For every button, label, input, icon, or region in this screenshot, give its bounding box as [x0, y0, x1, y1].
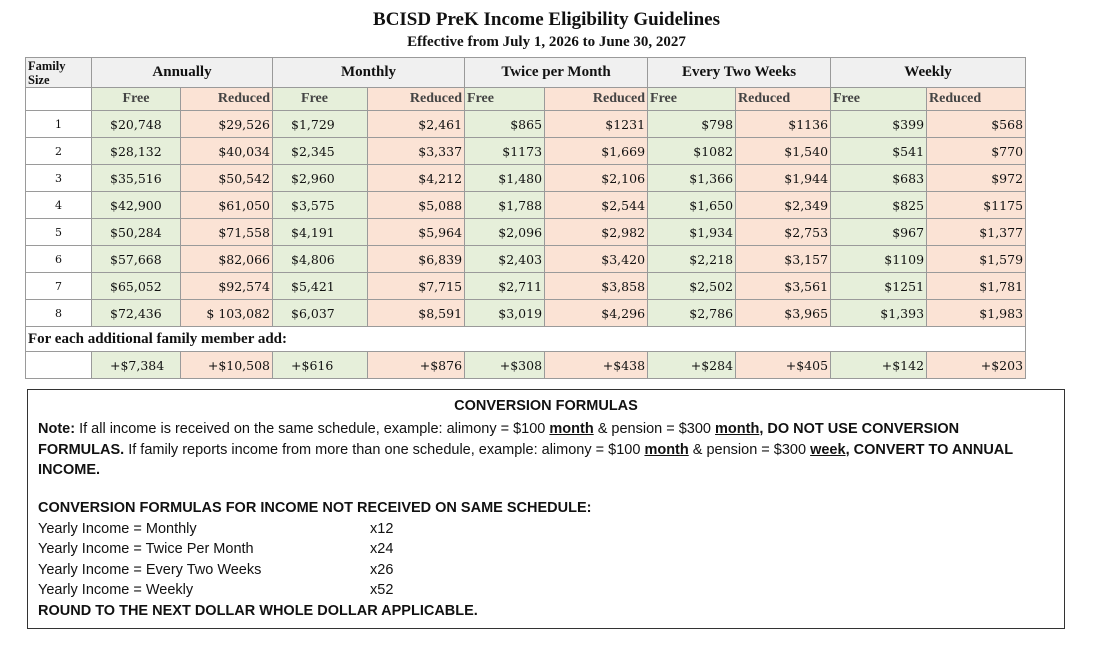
- table-row: [26, 246, 1026, 273]
- free-value-cell: $2,345: [273, 138, 368, 165]
- formula-row: [38, 541, 394, 561]
- family-size-cell: 3: [26, 165, 92, 192]
- eligibility-table: [25, 57, 1026, 379]
- reduced-value-cell: $1,377: [927, 219, 1026, 246]
- free-value-cell: $2,711: [465, 273, 545, 300]
- reduced-value-cell: $50,542: [181, 165, 273, 192]
- additional-value-cell: +$7,384: [92, 352, 181, 379]
- free-value-cell: $399: [831, 111, 927, 138]
- reduced-value-cell: $29,526: [181, 111, 273, 138]
- group-header: Annually: [92, 58, 273, 88]
- free-value-cell: $1173: [465, 138, 545, 165]
- formula-multiplier: x24: [370, 541, 394, 557]
- formula-multiplier: x26: [370, 562, 394, 578]
- page-subtitle: Effective from July 1, 2026 to June 30, 2027: [407, 34, 686, 50]
- free-value-cell: $50,284: [92, 219, 181, 246]
- free-value-cell: $42,900: [92, 192, 181, 219]
- formula-multiplier: x12: [370, 521, 394, 537]
- free-value-cell: $1,366: [648, 165, 736, 192]
- free-header: Free: [92, 88, 181, 111]
- free-header: Free: [273, 88, 368, 111]
- reduced-value-cell: $40,034: [181, 138, 273, 165]
- formula-label: Yearly Income = Weekly: [38, 582, 194, 598]
- formula-label: Yearly Income = Every Two Weeks: [38, 562, 262, 578]
- free-value-cell: $6,037: [273, 300, 368, 327]
- free-value-cell: $3,575: [273, 192, 368, 219]
- free-value-cell: $1082: [648, 138, 736, 165]
- family-size-cell: 2: [26, 138, 92, 165]
- reduced-value-cell: $1,944: [736, 165, 831, 192]
- reduced-value-cell: $3,157: [736, 246, 831, 273]
- blank-cell: [26, 352, 92, 379]
- free-value-cell: $5,421: [273, 273, 368, 300]
- reduced-value-cell: $2,753: [736, 219, 831, 246]
- free-value-cell: $4,806: [273, 246, 368, 273]
- additional-member-row: [26, 327, 1026, 352]
- reduced-header: Reduced: [736, 88, 831, 111]
- additional-member-label: For each additional family member add:: [26, 327, 1026, 352]
- table-row: [26, 273, 1026, 300]
- free-value-cell: $683: [831, 165, 927, 192]
- group-header: Weekly: [831, 58, 1026, 88]
- additional-values-row: [26, 352, 1026, 379]
- note-text: , DO NOT USE CONVERSION FORMULAS.: [38, 421, 960, 458]
- family-size-header: Family Size: [26, 58, 92, 88]
- additional-value-cell: +$142: [831, 352, 927, 379]
- formula-row: [38, 521, 394, 541]
- note-month-word: month: [715, 421, 760, 437]
- table-row: [26, 138, 1026, 165]
- reduced-value-cell: $6,839: [368, 246, 465, 273]
- free-value-cell: $28,132: [92, 138, 181, 165]
- note-text: , CONVERT TO ANNUAL INCOME.: [38, 441, 1013, 478]
- reduced-value-cell: $1,781: [927, 273, 1026, 300]
- free-value-cell: $2,786: [648, 300, 736, 327]
- free-value-cell: $2,403: [465, 246, 545, 273]
- table-row: [26, 300, 1026, 327]
- free-value-cell: $1,729: [273, 111, 368, 138]
- free-value-cell: $967: [831, 219, 927, 246]
- reduced-value-cell: $3,420: [545, 246, 648, 273]
- free-value-cell: $2,218: [648, 246, 736, 273]
- formula-row: [38, 562, 394, 582]
- free-value-cell: $2,502: [648, 273, 736, 300]
- page-title: BCISD PreK Income Eligibility Guidelines: [373, 9, 720, 30]
- family-size-cell: 8: [26, 300, 92, 327]
- reduced-header: Reduced: [368, 88, 465, 111]
- sub-header-row: [26, 88, 1026, 111]
- reduced-header: Reduced: [545, 88, 648, 111]
- free-header: Free: [831, 88, 927, 111]
- reduced-value-cell: $1231: [545, 111, 648, 138]
- free-value-cell: $4,191: [273, 219, 368, 246]
- reduced-value-cell: $5,964: [368, 219, 465, 246]
- note-month-word: month: [644, 441, 689, 458]
- free-header: Free: [648, 88, 736, 111]
- reduced-value-cell: $2,106: [545, 165, 648, 192]
- rounding-note: ROUND TO THE NEXT DOLLAR WHOLE DOLLAR APPLICABLE.: [38, 603, 478, 619]
- free-value-cell: $3,019: [465, 300, 545, 327]
- free-value-cell: $72,436: [92, 300, 181, 327]
- family-size-cell: 5: [26, 219, 92, 246]
- blank-cell: [26, 88, 92, 111]
- reduced-value-cell: $5,088: [368, 192, 465, 219]
- reduced-value-cell: $92,574: [181, 273, 273, 300]
- additional-value-cell: +$10,508: [181, 352, 273, 379]
- reduced-value-cell: $3,965: [736, 300, 831, 327]
- free-value-cell: $825: [831, 192, 927, 219]
- reduced-value-cell: $1,669: [545, 138, 648, 165]
- free-value-cell: $35,516: [92, 165, 181, 192]
- reduced-value-cell: $7,715: [368, 273, 465, 300]
- reduced-value-cell: $1175: [927, 192, 1026, 219]
- formula-row: [38, 582, 394, 602]
- group-header-row: [26, 58, 1026, 88]
- free-value-cell: $1251: [831, 273, 927, 300]
- free-value-cell: $1,788: [465, 192, 545, 219]
- free-value-cell: $1,393: [831, 300, 927, 327]
- table-row: [26, 219, 1026, 246]
- formula-label: Yearly Income = Monthly: [38, 521, 197, 537]
- reduced-value-cell: $3,858: [545, 273, 648, 300]
- reduced-value-cell: $1,983: [927, 300, 1026, 327]
- free-header: Free: [465, 88, 545, 111]
- table-row: [26, 165, 1026, 192]
- reduced-value-cell: $3,337: [368, 138, 465, 165]
- reduced-value-cell: $972: [927, 165, 1026, 192]
- note-text: & pension = $300: [593, 421, 716, 437]
- reduced-value-cell: $3,561: [736, 273, 831, 300]
- free-value-cell: $1,650: [648, 192, 736, 219]
- note-text: If all income is received on the same schedule, example: alimony = $100: [75, 421, 550, 437]
- family-size-cell: 6: [26, 246, 92, 273]
- additional-value-cell: +$308: [465, 352, 545, 379]
- free-value-cell: $541: [831, 138, 927, 165]
- family-size-cell: 4: [26, 192, 92, 219]
- conversion-heading: CONVERSION FORMULAS: [454, 398, 638, 414]
- reduced-value-cell: $568: [927, 111, 1026, 138]
- note-month-word: month: [549, 421, 594, 437]
- reduced-value-cell: $61,050: [181, 192, 273, 219]
- conversion-formulas-box: [27, 389, 1065, 629]
- reduced-value-cell: $2,982: [545, 219, 648, 246]
- note-label: Note:: [38, 421, 76, 437]
- formula-multiplier: x52: [370, 582, 394, 598]
- group-header: Every Two Weeks: [648, 58, 831, 88]
- additional-value-cell: +$616: [273, 352, 368, 379]
- reduced-value-cell: $4,296: [545, 300, 648, 327]
- reduced-header: Reduced: [927, 88, 1026, 111]
- free-value-cell: $865: [465, 111, 545, 138]
- reduced-value-cell: $71,558: [181, 219, 273, 246]
- free-value-cell: $1109: [831, 246, 927, 273]
- schedule-title: CONVERSION FORMULAS FOR INCOME NOT RECEIVED ON SAME SCHEDULE:: [38, 500, 592, 516]
- reduced-value-cell: $2,349: [736, 192, 831, 219]
- note-week-word: week: [810, 441, 846, 458]
- reduced-value-cell: $1136: [736, 111, 831, 138]
- free-value-cell: $2,960: [273, 165, 368, 192]
- reduced-value-cell: $2,461: [368, 111, 465, 138]
- additional-value-cell: +$876: [368, 352, 465, 379]
- additional-value-cell: +$203: [927, 352, 1026, 379]
- reduced-value-cell: $2,544: [545, 192, 648, 219]
- free-value-cell: $2,096: [465, 219, 545, 246]
- additional-value-cell: +$284: [648, 352, 736, 379]
- free-value-cell: $65,052: [92, 273, 181, 300]
- formula-label: Yearly Income = Twice Per Month: [38, 541, 254, 557]
- reduced-value-cell: $4,212: [368, 165, 465, 192]
- conversion-note: [38, 419, 1038, 481]
- family-size-cell: 1: [26, 111, 92, 138]
- additional-value-cell: +$405: [736, 352, 831, 379]
- group-header: Twice per Month: [465, 58, 648, 88]
- reduced-header: Reduced: [181, 88, 273, 111]
- free-value-cell: $57,668: [92, 246, 181, 273]
- free-value-cell: $1,480: [465, 165, 545, 192]
- reduced-value-cell: $1,579: [927, 246, 1026, 273]
- reduced-value-cell: $8,591: [368, 300, 465, 327]
- free-value-cell: $798: [648, 111, 736, 138]
- free-value-cell: $20,748: [92, 111, 181, 138]
- additional-value-cell: +$438: [545, 352, 648, 379]
- reduced-value-cell: $82,066: [181, 246, 273, 273]
- free-value-cell: $1,934: [648, 219, 736, 246]
- table-row: [26, 192, 1026, 219]
- note-text: If family reports income from more than one schedule, example: alimony = $100: [124, 441, 645, 458]
- reduced-value-cell: $1,540: [736, 138, 831, 165]
- reduced-value-cell: $ 103,082: [181, 300, 273, 327]
- group-header: Monthly: [273, 58, 465, 88]
- family-size-cell: 7: [26, 273, 92, 300]
- note-text: & pension = $300: [688, 441, 811, 458]
- reduced-value-cell: $770: [927, 138, 1026, 165]
- table-row: [26, 111, 1026, 138]
